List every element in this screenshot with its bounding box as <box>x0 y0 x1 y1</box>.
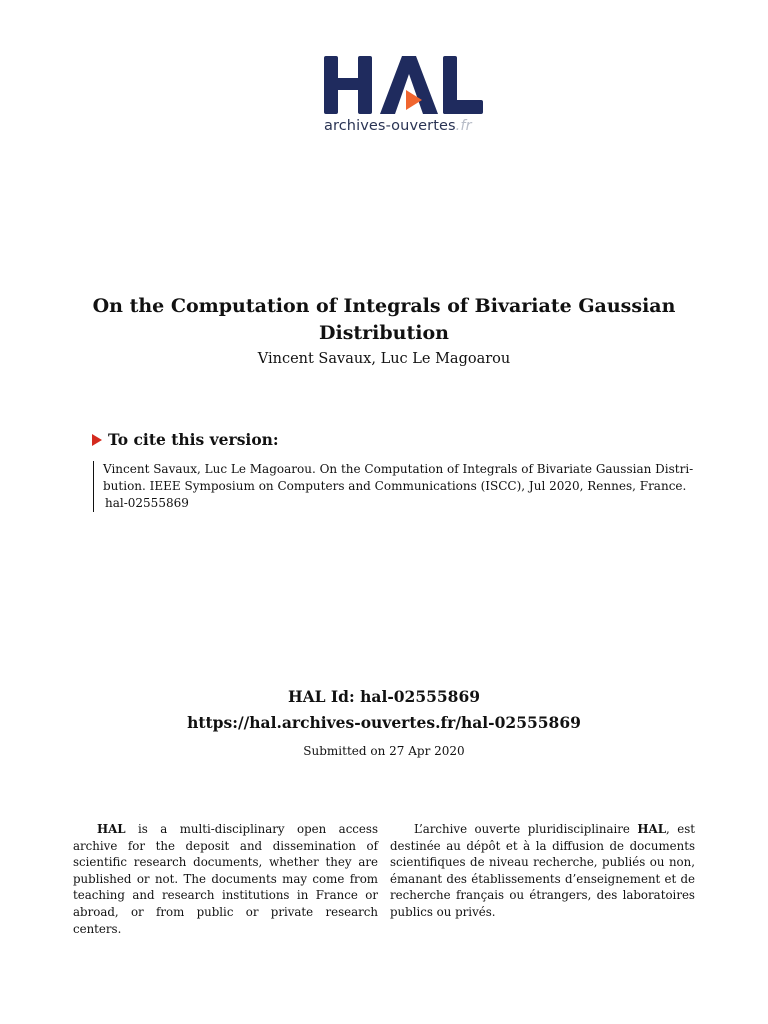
description-french-text: , est destinée au dépôt et à la diffusion de documents scientifiques de niveau recherche, publiés ou non, émanant des établissements d’enseignement et de recherche français ou étrangers, des laboratoires publics ou privés. <box>390 822 695 919</box>
citation-hal-id: hal-02555869 <box>105 496 189 510</box>
description-french-prefix: L’archive ouverte pluridisciplinaire <box>414 822 638 836</box>
citation-line: bution. IEEE Symposium on Computers and Communications (ISCC), Jul 2020, Rennes, France. <box>103 479 687 493</box>
description-english-text: is a multi-disciplinary open access archive for the deposit and dissemination of scientific research documents, whether they are published or not. The documents may come from teaching and research institutions in France or abroad, or from public or private research centers. <box>73 822 378 936</box>
triangle-right-icon <box>92 434 102 446</box>
logo-subtitle-tld: .fr <box>455 118 472 134</box>
hal-url-link[interactable]: https://hal.archives-ouvertes.fr/hal-02555869 <box>187 713 581 732</box>
paper-authors: Vincent Savaux, Luc Le Magoarou <box>257 351 511 367</box>
hal-id: HAL Id: hal-02555869 <box>287 687 481 706</box>
hal-name-bold: HAL <box>637 822 666 836</box>
hal-logo-mark-icon <box>322 54 484 116</box>
cite-heading-text: To cite this version: <box>108 430 279 449</box>
hal-logo-subtitle <box>324 118 472 134</box>
citation-block <box>93 461 705 512</box>
hal-logo[interactable] <box>322 54 492 142</box>
submission-date: Submitted on 27 Apr 2020 <box>303 744 465 758</box>
paper-title: On the Computation of Integrals of Bivariate Gaussian Distribution <box>92 295 676 344</box>
cite-heading <box>92 430 279 449</box>
citation-line: Vincent Savaux, Luc Le Magoarou. On the Computation of Integrals of Bivariate Gaussian Distri- <box>103 462 694 476</box>
logo-subtitle-main: archives-ouvertes <box>324 118 456 134</box>
description-french <box>390 821 695 921</box>
hal-name-bold: HAL <box>97 822 126 836</box>
description-english <box>73 821 378 937</box>
